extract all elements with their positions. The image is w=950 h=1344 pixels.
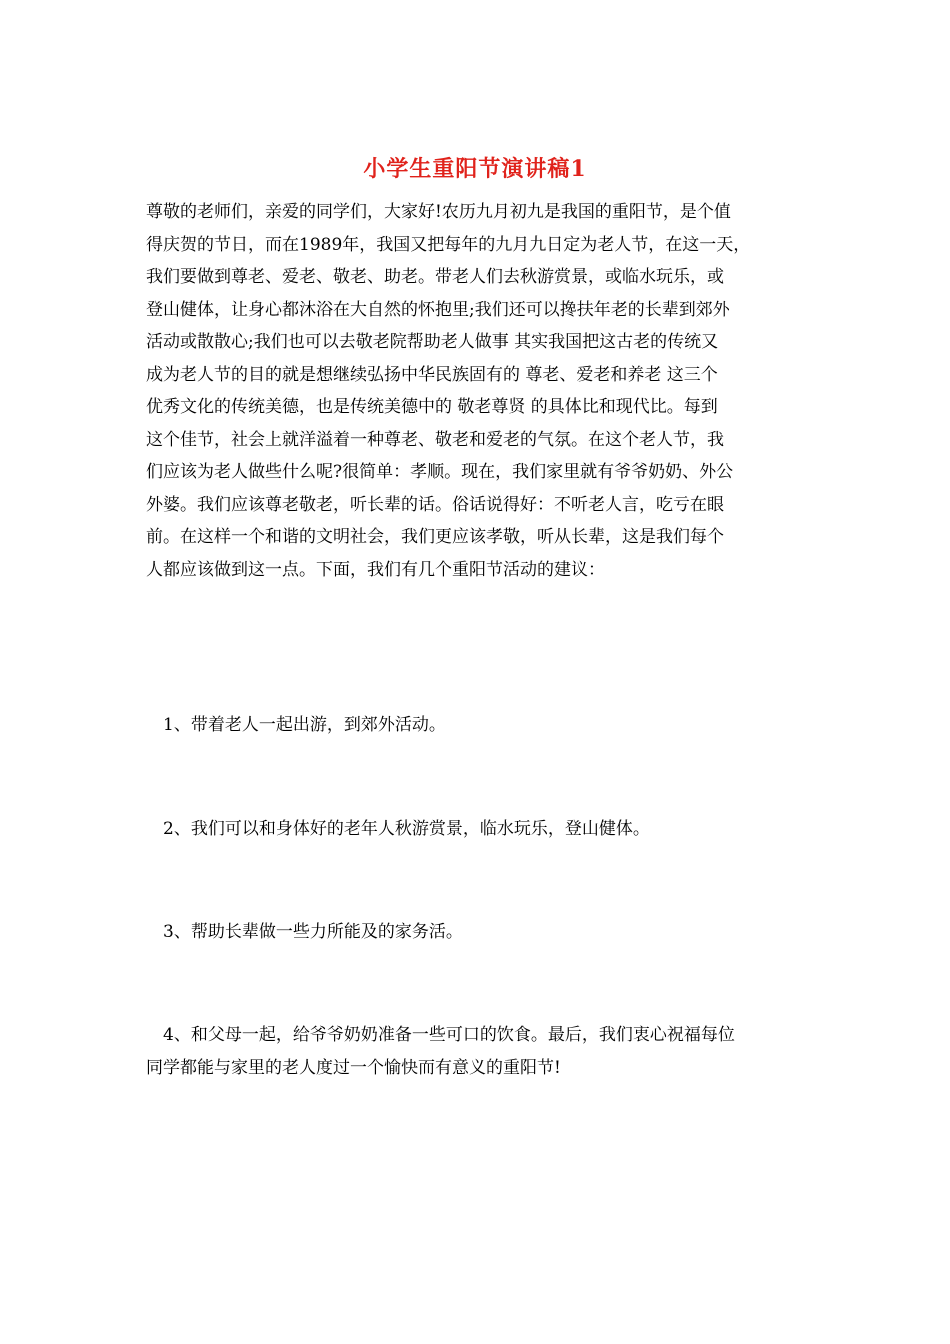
suggestion-text: 同学都能与家里的老人度过一个愉快而有意义的重阳节! [146,1057,561,1078]
paragraph-line: 得庆贺的节日，而在1989年，我国又把每年的九月九日定为老人节，在这一天， [146,234,751,255]
paragraph-line: 外婆。我们应该尊老敬老，听长辈的话。俗话说得好：不听老人言，吃亏在眼 [146,494,724,515]
paragraph-line: 我们要做到尊老、爱老、敬老、助老。带老人们去秋游赏景，或临水玩乐，或 [146,267,724,287]
paragraph-line: 尊敬的老师们，亲爱的同学们，大家好!农历九月初九是我国的重阳节，是个值 [146,202,731,222]
suggestion-text: 1、带着老人一起出游，到郊外活动。 [163,715,446,735]
page-title: 小学生重阳节演讲稿1 [363,156,587,182]
suggestion-item-3 [146,916,814,949]
paragraph-line: 优秀文化的传统美德，也是传统美德中的 敬老尊贤 的具体比和现代比。每到 [146,397,718,417]
paragraph-line: 登山健体，让身心都沐浴在大自然的怀抱里;我们还可以搀扶年老的长辈到郊外 [146,299,730,320]
suggestion-text: 2、我们可以和身体好的老年人秋游赏景，临水玩乐，登山健体。 [163,819,650,839]
paragraph-line: 这个佳节，社会上就洋溢着一种尊老、敬老和爱老的气氛。在这个老人节，我 [146,429,724,450]
paragraph-line: 们应该为老人做些什么呢?很简单：孝顺。现在，我们家里就有爷爷奶奶、外公 [146,462,734,482]
suggestion-item-1 [146,709,814,742]
suggestion-text: 4、和父母一起，给爷爷奶奶准备一些可口的饮食。最后，我们衷心祝福每位 [163,1025,735,1045]
suggestion-item-2 [146,813,814,846]
paragraph-line: 活动或散散心;我们也可以去敬老院帮助老人做事 其实我国把这古老的传统又 [146,332,719,352]
paragraph-line: 前。在这样一个和谐的文明社会，我们更应该孝敬，听从长辈，这是我们每个 [146,527,724,547]
suggestion-text: 3、帮助长辈做一些力所能及的家务活。 [163,922,463,942]
intro-paragraph [146,196,814,586]
suggestion-item-4 [146,1019,814,1084]
paragraph-line: 人都应该做到这一点。下面，我们有几个重阳节活动的建议： [146,559,605,580]
paragraph-line: 成为老人节的目的就是想继续弘扬中华民族固有的 尊老、爱老和养老 这三个 [146,364,718,385]
